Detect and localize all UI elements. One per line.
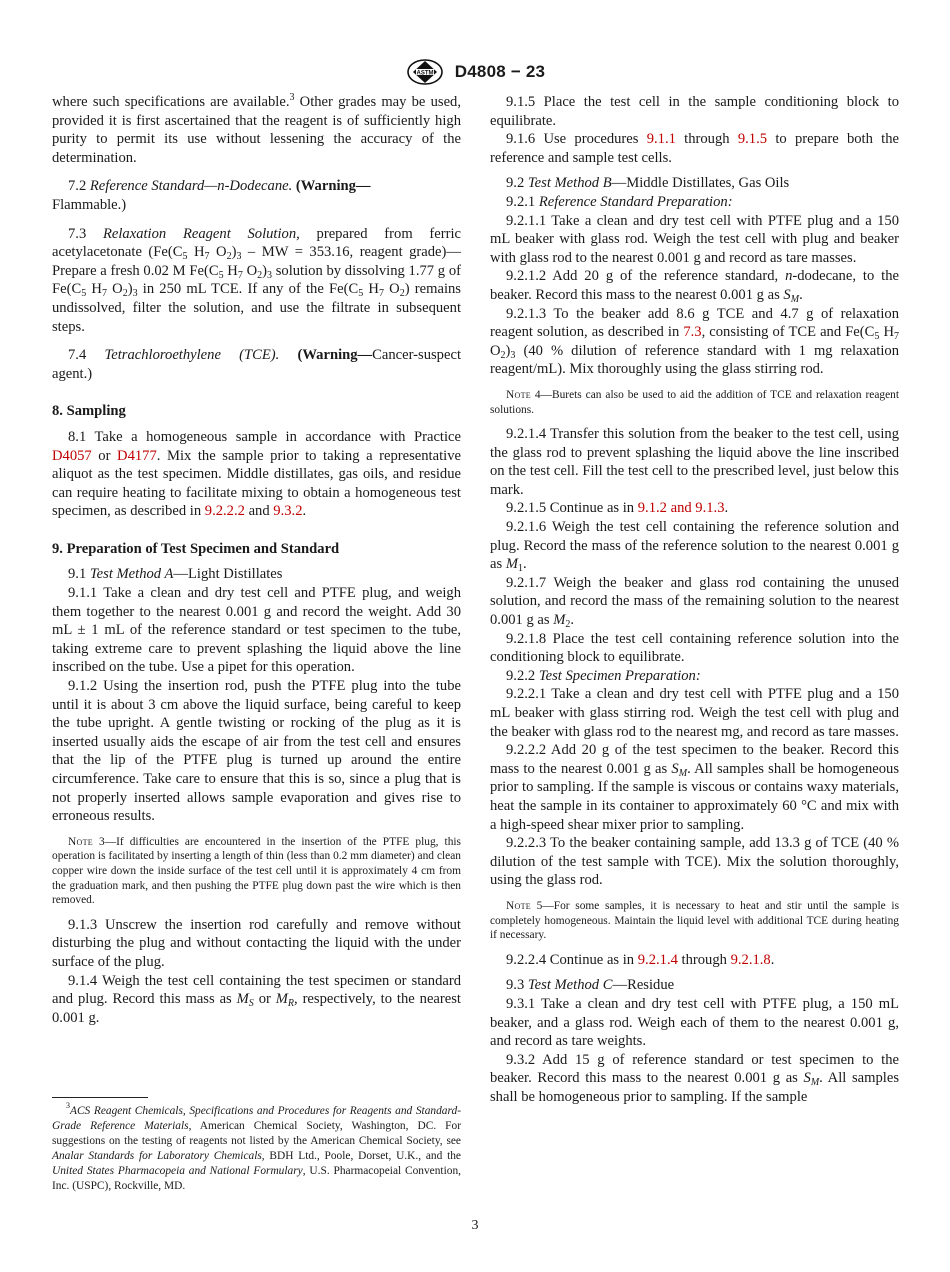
section-9-2-1-7: 9.2.1.7 Weigh the beaker and glass rod containing the unused solution, and record the mass of the remaining solution to the nearest 0.001 g as $M_2$. <box>490 574 899 631</box>
note-5: Note 5—For some samples, it is necessary to heat and stir until the sample is completely homogeneous. Maintain the liquid level with additional TCE during heating if necessary. <box>490 899 899 942</box>
link-9-1-2-and-9-1-3[interactable]: 9.1.2 and 9.1.3 <box>637 500 725 517</box>
section-9-1-5: 9.1.5 Place the test cell in the sample conditioning block to equilibrate. <box>490 94 899 129</box>
section-9-2-1-2: 9.2.1.2 Add 20 g of the reference standard, n-dodecane, to the beaker. Record this mass to the nearest 0.001 g as $S_M$. <box>490 268 899 305</box>
link-9-1-1[interactable]: 9.1.1 <box>646 131 676 148</box>
section-7-4: 7.4 Tetrachloroethylene (TCE). (Warning—Cancer-suspect agent.) <box>52 347 461 382</box>
link-9-2-1-4[interactable]: 9.2.1.4 <box>637 951 678 968</box>
footnote-divider <box>52 1097 148 1098</box>
section-9-3: 9.3 Test Method C—Residue <box>506 977 675 994</box>
section-9-2-2-3: 9.2.2.3 To the beaker containing sample, add 13.3 g of TCE (40 % dilution of the test sample with TCE). Mix the solution thoroughly, using the glass rod. <box>490 835 899 889</box>
section-9-1-4: 9.1.4 Weigh the test cell containing the test specimen or standard and plug. Record this mass as $M_S$ or $M_R$, respectively, to the nearest 0.001 g. <box>52 972 461 1026</box>
section-9-2-2: 9.2.2 Test Specimen Preparation: <box>506 667 701 684</box>
section-9-2-1-1: 9.2.1.1 Take a clean and dry test cell with PTFE plug and a 150 mL beaker with glass rod. Weigh the test cell with plug and beaker with glass rod to the nearest 0.001 g and record as tare masses. <box>490 212 899 266</box>
section-7-2-continued: Flammable.) <box>52 196 127 213</box>
section-9-2-1: 9.2.1 Reference Standard Preparation: <box>506 193 733 210</box>
svg-text:ASTM: ASTM <box>416 70 434 77</box>
link-d4177[interactable]: D4177 <box>117 447 157 464</box>
section-9-2: 9.2 Test Method B—Middle Distillates, Gas Oils <box>506 175 790 192</box>
section-9-2-1-6: 9.2.1.6 Weigh the test cell containing the reference solution and plug. Record the mass of the reference solution to the nearest 0.001 g as $M_1$. <box>490 519 899 575</box>
link-9-2-2-2[interactable]: 9.2.2.2 <box>204 503 245 520</box>
link-9-1-5[interactable]: 9.1.5 <box>737 131 768 148</box>
section-9-1-2: 9.1.2 Using the insertion rod, push the PTFE plug into the tube until it is about 3 cm above the liquid surface, being careful to keep the tube upright. A gentle twisting or rocking of the plug as it is inserted usually aids the escape of air from the test cell and ensures that the lip of the PTFE plug is turned up around the entire circumference. Take care to ensure that this is so, since a plug that is not properly inserted allows sample evaporation and gives rise to erroneous results. <box>52 678 461 825</box>
link-7-3[interactable]: 7.3 <box>683 324 702 341</box>
section-9-2-2-2: 9.2.2.2 Add 20 g of the test specimen to the beaker. Record this mass to the nearest 0.001 g as $S_M$. All samples shall be homogeneous prior to sampling. If the sample is viscous or contains waxy materials, heat the sample in its container to approximately 60 °C and mix with a high-speed shear mixer prior to sampling. <box>490 742 899 833</box>
link-9-3-2[interactable]: 9.3.2 <box>273 503 303 520</box>
page-number: 3 <box>471 1218 479 1233</box>
link-d4057[interactable]: D4057 <box>52 447 92 464</box>
right-column <box>490 93 899 1106</box>
link-9-2-1-8[interactable]: 9.2.1.8 <box>730 951 771 968</box>
note-4: Note 4—Burets can also be used to aid the addition of TCE and relaxation reagent solutions. <box>490 388 899 416</box>
section-9-2-1-5: 9.2.1.5 Continue as in 9.1.2 and 9.1.3. <box>506 500 729 517</box>
section-9-1-6: 9.1.6 Use procedures 9.1.1 through 9.1.5 to prepare both the reference and sample test cells. <box>490 131 899 166</box>
section-9-2-1-8: 9.2.1.8 Place the test cell containing reference solution into the conditioning block to equilibrate. <box>490 630 899 666</box>
footnote-reference[interactable]: 3 <box>289 92 295 103</box>
section-8-1: 8.1 Take a homogeneous sample in accordance with Practice D4057 or D4177. Mix the sample prior to taking a representative aliquot as the test specimen. Middle distillates, gas oils, and residue can require heating to facilitate mixing to obtain a homogeneous test specimen, as described in 9.2.2.2 and 9.3.2. <box>52 428 461 520</box>
page-header <box>0 58 950 86</box>
section-7-3: 7.3 Relaxation Reagent Solution, prepared from ferric acetylacetonate ($Fe(C_5$ $H_7$ $O_2)_3$ – MW = 353.16, reagent grade)—Prepare a fresh 0.02 M $Fe(C_5$ $H_7$ $O_2)_3$ solution by dissolving 1.77 g of $Fe(C_5$ $H_7$ $O_2)_3$ in 250 mL TCE. If any of the $Fe(C_5$ $H_7$ $O_2$) remains undissolved, filter the solution, and use the filtrate in subsequent steps. <box>52 225 461 335</box>
paragraph-7-1-continued: where such specifications are available.$^3$ Other grades may be used, provided it is first ascertained that the reagent is of sufficiently high purity to permit its use without lessening the accuracy of the determination. <box>52 92 461 166</box>
section-9-2-2-1: 9.2.2.1 Take a clean and dry test cell with PTFE plug and a 150 mL beaker with glass stirring rod. Weigh the test cell with plug and the beaker with glass rod to the nearest mg, and record as tare masses. <box>490 686 899 740</box>
section-7-2: 7.2 Reference Standard—n-Dodecane. (Warning— <box>68 178 371 195</box>
section-9-1: 9.1 Test Method A—Light Distillates <box>68 566 283 583</box>
heading-preparation: 9. Preparation of Test Specimen and Standard <box>52 540 340 557</box>
section-9-2-2-4: 9.2.2.4 Continue as in 9.2.1.4 through 9.2.1.8. <box>506 951 775 968</box>
footnote-3: $^3$ACS Reagent Chemicals, Specifications and Procedures for Reagents and Standard-Grade Reference Materials, American Chemical Society, Washington, DC. For suggestions on the testing of reagents not listed by the American Chemical Society, see Analar Standards for Laboratory Chemicals, BDH Ltd., Poole, Dorset, U.K., and the United States Pharmacopeia and National Formulary, U.S. Pharmacopeial Convention, Inc. (USPC), Rockville, MD. <box>52 1101 462 1192</box>
section-9-3-1: 9.3.1 Take a clean and dry test cell with PTFE plug, a 150 mL beaker, and a glass rod. Weigh each of them to the nearest 0.001 g, and record as tare weights. <box>490 995 899 1050</box>
section-9-1-1: 9.1.1 Take a clean and dry test cell and PTFE plug, and weigh them together to the nearest 0.001 g and record the weight. Add 30 mL ± 1 mL of the reference standard or test specimen to the tube, taking extreme care to prevent splashing the liquid above the line inscribed on the tube. Use a pipet for this operation. <box>52 585 461 676</box>
left-column <box>52 93 461 1027</box>
document-id: D4808 − 23 <box>454 62 546 81</box>
section-9-1-3: 9.1.3 Unscrew the insertion rod carefully and remove without disturbing the plug and without contacting the liquid with the under surface of the plug. <box>52 916 461 970</box>
note-3: Note 3—If difficulties are encountered in the insertion of the PTFE plug, this operation is facilitated by inserting a length of thin (less than 0.2 mm diameter) and clean copper wire down the inside surface of the test cell until it is approximately 4 cm from the graduation mark, and then pushing the PTFE plug down past the wire which is then removed. <box>52 835 461 907</box>
heading-sampling: 8. Sampling <box>52 403 126 420</box>
section-9-2-1-3: 9.2.1.3 To the beaker add 8.6 g TCE and 4.7 g of relaxation reagent solution, as described in 7.3, consisting of TCE and $Fe(C_5$ $H_7$ $O_2)_3$ (40 % dilution of reference standard with 1 mg relaxation reagent/mL). Mix thoroughly using the glass stirring rod. <box>490 305 899 378</box>
section-9-3-2: 9.3.2 Add 15 g of reference standard or test specimen to the beaker. Record this mass to the nearest 0.001 g as $S_M$. All samples shall be homogeneous prior to sampling. If the sample <box>490 1051 899 1105</box>
section-9-2-1-4: 9.2.1.4 Transfer this solution from the beaker to the test cell, using the glass rod to prevent splashing the liquid above the line inscribed on the test cell. Fill the test cell to the prescribed level, just below this mark. <box>490 426 899 498</box>
astm-logo-icon <box>405 58 445 86</box>
